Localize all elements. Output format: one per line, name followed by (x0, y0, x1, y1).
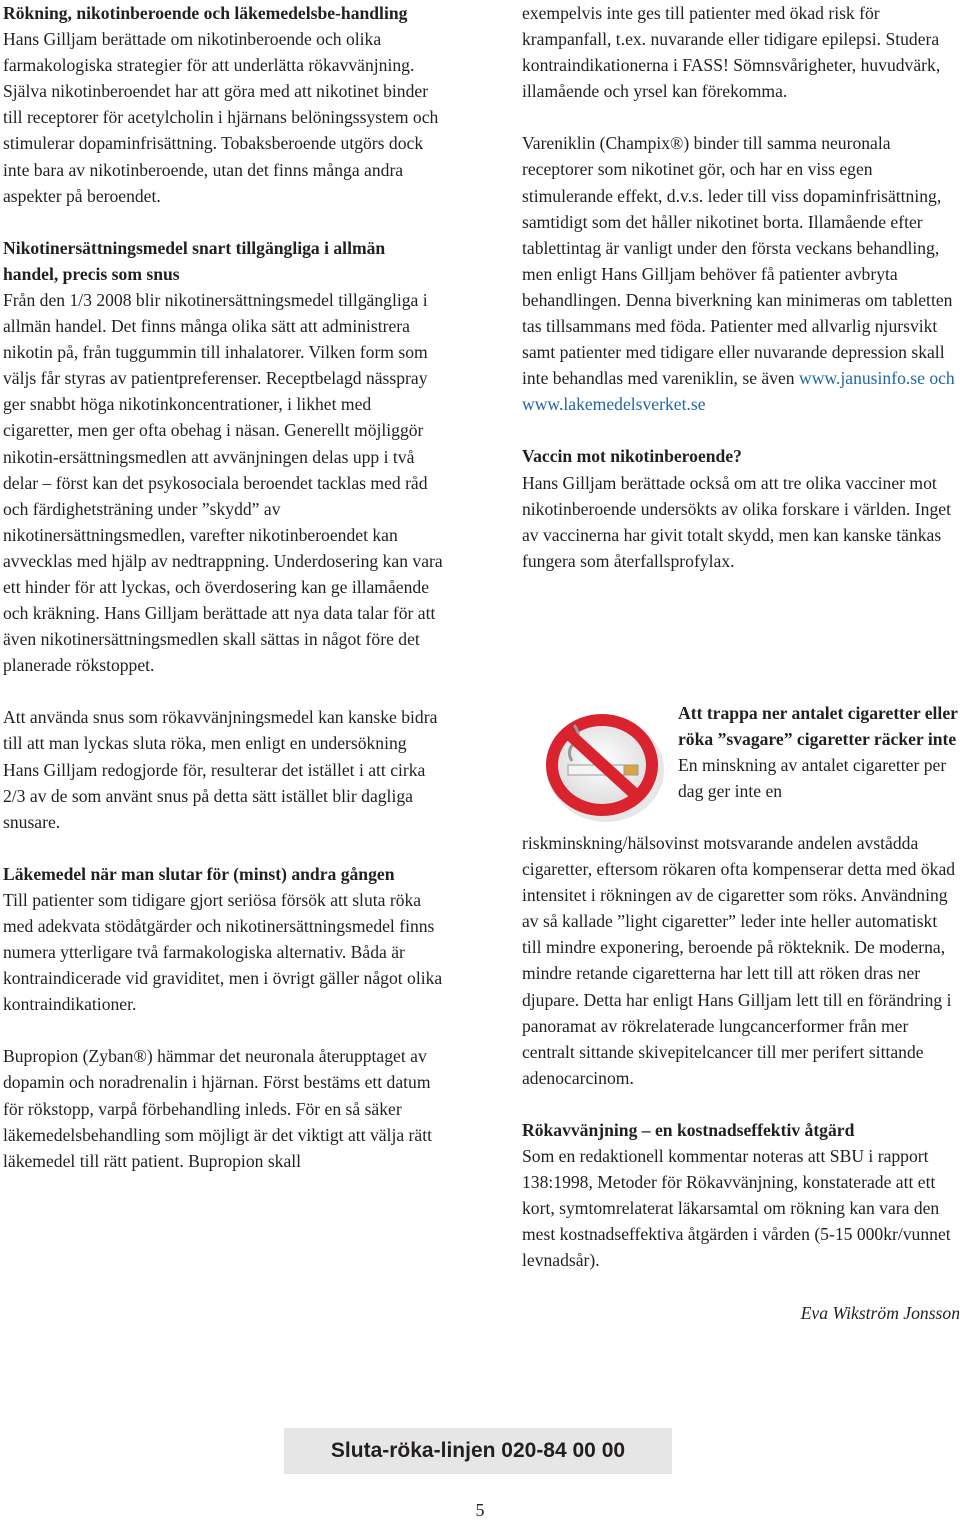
paragraph-nikotinersattning: Från den 1/3 2008 blir nikotinersättningsmedel tillgängliga i allmän handel. Det finns många olika sätt att administrera nikotin på, från tuggummin till inhalatorer. Vilken form som väljs får styras av patientpreferenser. Receptbelagd nässpray ger snabbt höga nikotinkoncentrationer, i likhet med cigaretter, men ger ofta obehag i näsan. Generellt möjliggör nikotin-ersättningsmedlen att avvänjningen delas upp i två delar – först kan det psykosociala beroendet tacklas med råd och färdighetsträning under ”skydd” av nikotinersättningsmedlen, varefter nikotinberoendet kan avvecklas med hjälp av nedtrappning. Underdosering kan vara ett hinder för att lyckas, och överdosering kan ge illamående och kräkning. Hans Gilljam berättade att nya data talar för att även nikotinersättningsmedlen skall sättas in något före det planerade rökstoppet. (3, 289, 443, 676)
heading-trappa: Att trappa ner antalet cigaretter eller röka ”svagare” cigaretter räcker inte (678, 703, 958, 750)
left-column (3, 0, 443, 1174)
hotline-box: Sluta-röka-linjen 020-84 00 00 (284, 1428, 672, 1474)
right-column-top (522, 0, 960, 574)
heading-vaccin: Vaccin mot nikotinberoende? (522, 446, 742, 467)
links-janusinfo-lakemedelsverket[interactable]: www.janusinfo.se och www.lakemedelsverket.se (522, 368, 955, 415)
paragraph-vaccin: Hans Gilljam berättade också om att tre olika vacciner mot nikotinberoende undersökts av olika forskare i världen. Inget av vaccinerna har givit totalt skydd, men kan kanske tänkas fungera som återfallsprofylax. (522, 472, 951, 571)
page-number: 5 (475, 1500, 485, 1520)
heading-kostnadseffektiv: Rökavvänjning – en kostnadseffektiv åtgärd (522, 1119, 855, 1140)
paragraph-vareniklin (522, 130, 960, 417)
no-smoking-icon (540, 705, 670, 825)
right-column-bottom (522, 830, 960, 1326)
author-signature: Eva Wikström Jonsson (800, 1302, 960, 1323)
paragraph-trappa-start: En minskning av antalet cigaretter per dag ger inte en (678, 755, 947, 802)
paragraph-bupropion: Bupropion (Zyban®) hämmar det neuronala återupptaget av dopamin och noradrenalin i hjärnan. Först bestäms ett datum för rökstopp, varpå förbehandling inleds. För en så säker läkemedelsbehandling som möjligt är det viktigt att välja rätt läkemedel till rätt patient. Bupropion skall (3, 1046, 432, 1171)
paragraph-trappa-rest: riskminskning/hälsovinst motsvarande andelen avstådda cigaretter, eftersom rökaren ofta kompenserar detta med ökad intensitet i rökningen av de cigaretter som röks. Användning av så kallade ”light cigaretter” leder inte heller automatiskt till mindre exponering, beroende på rökteknik. De moderna, mindre retande cigaretterna har lett till att röken dras ner djupare. Detta har enligt Hans Gilljam lett till en förändring i panoramat av rökrelaterade lungcancerformer från mer centralt sittande skivepitelcancer till mer perifert sittande adenocarcinom. (522, 833, 956, 1088)
paragraph-bupropion-cont: exempelvis inte ges till patienter med ökad risk för krampanfall, t.ex. nuvarande eller tidigare epilepsi. Studera kontraindikationerna i FASS! Sömnsvårigheter, huvudvärk, illamående och yrsel kan förekomma. (522, 3, 941, 102)
paragraph-kostnadseffektiv: Som en redaktionell kommentar noteras att SBU i rapport 138:1998, Metoder för Rökavvänjning, konstaterade att ett kort, symtomrelaterat läkarsamtal om rökning kan vara den mest kostnadseffektiva åtgärden i vården (5-15 000kr/vunnet levnadsår). (522, 1146, 951, 1271)
paragraph-snus: Att använda snus som rökavvänjningsmedel kan kanske bidra till att man lyckas sluta röka, men enligt en undersökning Hans Gilljam redogjorde för, resulterar det istället i att cirka 2/3 av de som använt snus på detta sätt istället blir dagliga snusare. (3, 707, 438, 832)
heading-lakemedel: Läkemedel när man slutar för (minst) andra gången (3, 863, 395, 884)
paragraph-rokning: Hans Gilljam berättade om nikotinberoende och olika farmakologiska strategier för att underlätta rökavvänjning. Själva nikotinberoendet har att göra med att nikotinet binder till receptorer för acetylcholin i hjärnans belöningssystem och stimulerar dopaminfrisättning. Tobaksberoende utgörs dock inte bara av nikotinberoende, utan det finns många andra aspekter på beroendet. (3, 29, 439, 206)
vareniklin-text: Vareniklin (Champix®) binder till samma neuronala receptorer som nikotinet gör, och har en viss egen stimulerande effekt, d.v.s. leder till viss dopaminfrisättning, samtidigt som det håller nikotinet borta. Illamående efter tablettintag är vanligt under den första veckans behandling, men enligt Hans Gilljam behöver få patienter avbryta behandlingen. Denna biverkning kan minimeras om tabletten tas tillsammans med föda. Patienter med allvarlig njursvikt samt patienter med tidigare eller nuvarande depression skall inte behandlas med vareniklin, se även (522, 133, 953, 389)
heading-rokning: Rökning, nikotinberoende och läkemedelsbe-handling (3, 3, 408, 23)
paragraph-lakemedel: Till patienter som tidigare gjort seriösa försök att sluta röka med adekvata stödåtgärder och nikotinersättningsmedel finns numera ytterligare två farmakologiska alternativ. Båda är kontraindicerade vid graviditet, men i övrigt gäller något olika kontraindikationer. (3, 889, 443, 1015)
heading-nikotinersattning: Nikotinersättningsmedel snart tillgängliga i allmän handel, precis som snus (3, 237, 386, 284)
trappa-block (678, 700, 960, 804)
